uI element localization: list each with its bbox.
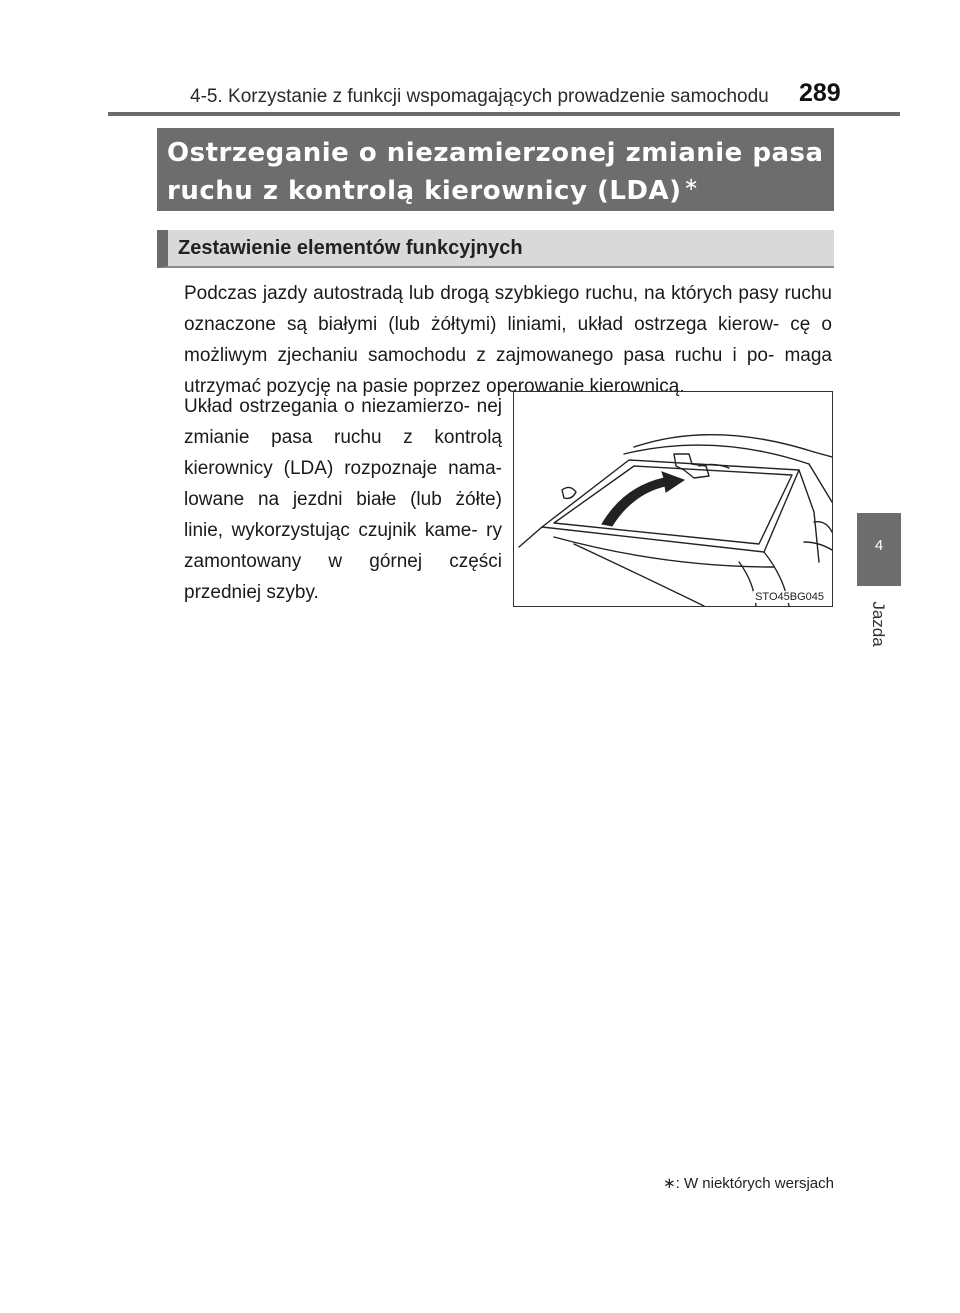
footnote bbox=[650, 1174, 834, 1192]
chapter-label bbox=[856, 596, 900, 656]
footnote-text: : W niektórych wersjach bbox=[675, 1175, 834, 1192]
windshield-camera-illustration bbox=[513, 391, 833, 607]
page-number: 289 bbox=[799, 79, 841, 107]
footnote-mark: ∗ bbox=[683, 174, 700, 195]
section-title bbox=[157, 128, 834, 211]
intro-paragraph: Podczas jazdy autostradą lub drogą szybkiego ruchu, na których pasy ruchu oznaczone są białymi (lub żółtymi) liniami, układ ostrzega kierow- cę o możliwym zjechaniu samochodu z zajmowanego pasa ruchu i po- maga utrzymać pozycję na pasie poprzez operowanie kierownicą. bbox=[184, 283, 832, 397]
figure-code: STO45BG045 bbox=[755, 591, 824, 603]
car-windshield-drawing bbox=[514, 392, 833, 607]
chapter-tab-number: 4 bbox=[874, 537, 884, 554]
subsection-title: Zestawienie elementów funkcyjnych bbox=[178, 237, 523, 259]
footnote-mark: ∗ bbox=[663, 1175, 676, 1192]
section-title-line1: Ostrzeganie o niezamierzonej zmianie pasa bbox=[167, 138, 824, 168]
chapter-tab bbox=[857, 513, 901, 586]
subsection-heading bbox=[157, 230, 834, 268]
chapter-label-text: Jazda bbox=[869, 601, 888, 647]
header-rule bbox=[108, 112, 900, 116]
section-title-line2: ruchu z kontrolą kierownicy (LDA) ∗ bbox=[167, 174, 700, 206]
chapter-title: 4-5. Korzystanie z funkcji wspomagających prowadzenie samochodu bbox=[190, 86, 769, 107]
description-paragraph: Układ ostrzegania o niezamierzo- nej zmianie pasa ruchu z kontrolą kierownicy (LDA) rozpoznaje nama- lowane na jezdni białe (lub żółte) linie, wykorzystując czujnik kame- ry zamontowany w górnej części przedniej szyby. bbox=[184, 396, 502, 603]
